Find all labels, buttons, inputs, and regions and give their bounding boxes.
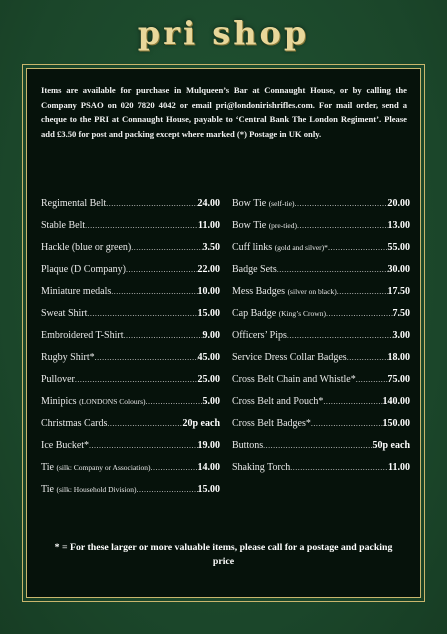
leader-dots [131,237,202,259]
leader-dots [328,237,388,259]
item-name: Tie [41,484,54,495]
price-list-item [232,391,410,413]
price-list-item [232,369,410,391]
price-list-item [41,413,220,435]
item-price: 15.00 [197,484,220,495]
item-label [232,369,356,391]
item-note: (King’s Crown) [278,309,326,318]
item-label [232,193,295,215]
item-name: Regimental Belt [41,198,107,209]
item-price: 3.50 [202,242,220,253]
price-list-panel [26,68,421,598]
item-price: 11.00 [388,462,410,473]
item-label [41,325,124,347]
item-name: Rugby Shirt* [41,352,95,363]
item-label [41,281,111,303]
item-price: 17.50 [387,286,410,297]
item-name: Service Dress Collar Badges [232,352,347,363]
item-price: 150.00 [382,418,410,429]
item-name: Sweat Shirt [41,308,88,319]
item-label [41,215,85,237]
item-price: 15.00 [197,308,220,319]
item-price: 140.00 [382,396,410,407]
item-name: Officers’ Pips [232,330,287,341]
item-label [41,413,107,435]
item-note: (pre-tied) [268,221,298,230]
price-list-item [41,369,220,391]
item-label [232,347,347,369]
price-list-item [41,479,220,501]
price-list-item [232,193,410,215]
item-label [41,237,131,259]
price-list-item [41,325,220,347]
item-name: Cross Belt Badges* [232,418,311,429]
item-price: 9.00 [202,330,220,341]
item-note: (LONDONS Colours) [79,397,146,406]
leader-dots [356,369,388,391]
item-label [41,391,146,413]
item-price: 30.00 [387,264,410,275]
right-price-column [232,193,410,479]
leader-dots [111,281,197,303]
price-list-item [41,391,220,413]
item-name: Cross Belt and Pouch* [232,396,324,407]
leader-dots [136,479,197,501]
item-name: Cross Belt Chain and Whistle* [232,374,356,385]
price-list-item [41,435,220,457]
item-name: Hackle (blue or green) [41,242,132,253]
item-name: Badge Sets [232,264,277,275]
item-price: 20.00 [387,198,410,209]
price-list-item [232,325,410,347]
price-list-item [232,347,410,369]
item-price: 25.00 [197,374,220,385]
price-list-item [232,413,410,435]
item-name: Ice Bucket* [41,440,90,451]
item-name: Bow Tie [232,198,267,209]
item-price: 22.00 [197,264,220,275]
item-name: Plaque (D Company) [41,264,126,275]
leader-dots [337,281,388,303]
leader-dots [295,193,388,215]
item-name: Tie [41,462,54,473]
leader-dots [323,391,382,413]
price-list-item [41,193,220,215]
item-price: 45.00 [197,352,220,363]
leader-dots [290,457,388,479]
item-price: 19.00 [197,440,220,451]
item-label [41,457,150,479]
item-label [232,325,287,347]
price-list-item [232,457,410,479]
item-name: Cap Badge [232,308,277,319]
item-label [232,457,290,479]
item-label [41,435,89,457]
leader-dots [297,215,387,237]
item-price: 5.00 [202,396,220,407]
item-name: Embroidered T-Shirt [41,330,124,341]
item-price: 50p each [372,440,410,451]
item-name: Mess Badges [232,286,286,297]
item-note: (silk: Household Division) [56,485,137,494]
item-price: 13.00 [387,220,410,231]
item-label [41,259,126,281]
leader-dots [106,193,197,215]
footnote: * = For these larger or more valuable items, please call for a postage and packing price [54,542,393,567]
item-note: (silver on black) [287,287,337,296]
item-label [41,303,87,325]
item-price: 75.00 [387,374,410,385]
item-price: 24.00 [197,198,220,209]
item-price: 10.00 [197,286,220,297]
item-label [232,259,277,281]
item-name: Stable Belt [41,220,86,231]
item-name: Shaking Torch [232,462,291,473]
item-note: (self-tie) [268,199,295,208]
leader-dots [89,435,197,457]
leader-dots [347,347,388,369]
item-label [41,347,95,369]
item-name: Cuff links [232,242,273,253]
price-list-item [41,457,220,479]
item-name: Pullover [41,374,75,385]
item-price: 20p each [182,418,220,429]
item-label [232,215,297,237]
price-list-item [232,303,410,325]
leader-dots [263,435,372,457]
item-label [232,237,328,259]
price-list-item [41,237,220,259]
item-price: 11.00 [198,220,220,231]
price-list-item [232,237,410,259]
leader-dots [287,325,393,347]
item-label [41,479,136,501]
item-price: 14.00 [197,462,220,473]
price-list-item [232,281,410,303]
price-list-item [41,215,220,237]
leader-dots [126,259,198,281]
leader-dots [95,347,198,369]
item-name: Christmas Cards [41,418,108,429]
leader-dots [150,457,197,479]
item-label [232,303,326,325]
price-list-item [232,215,410,237]
item-name: Bow Tie [232,220,267,231]
item-name: Minipics [41,396,77,407]
price-list-item [41,281,220,303]
item-label [232,413,311,435]
price-list-item [41,347,220,369]
left-price-column [41,193,220,501]
item-label [41,369,75,391]
leader-dots [87,303,197,325]
item-price: 55.00 [387,242,410,253]
price-list-item [232,435,410,457]
leader-dots [146,391,203,413]
item-price: 7.50 [392,308,410,319]
item-note: (silk: Company or Association) [56,463,151,472]
intro-text: Items are available for purchase in Mulqueen’s Bar at Connaught House, or by calling the Company PSAO on 020 7820 4042 or email pri@londonirishrifles.com. For mail order, send a cheque to the PRI at Connaught House, payable to ‘Central Bank The London Regiment’. Please add £3.50 for post and packing except where marked (*) Postage in UK only. [41,85,407,139]
page-title: pri shop [137,14,310,52]
leader-dots [326,303,393,325]
item-label [232,435,263,457]
item-label [41,193,106,215]
leader-dots [75,369,198,391]
price-list-item [232,259,410,281]
item-price: 3.00 [392,330,410,341]
price-list-item [41,259,220,281]
item-name: Buttons [232,440,264,451]
item-name: Miniature medals [41,286,112,297]
price-list-item [41,303,220,325]
item-label [232,391,323,413]
leader-dots [107,413,182,435]
leader-dots [311,413,383,435]
item-price: 18.00 [387,352,410,363]
item-note: (gold and silver)* [274,243,328,252]
leader-dots [124,325,203,347]
leader-dots [277,259,388,281]
leader-dots [85,215,198,237]
item-label [232,281,337,303]
